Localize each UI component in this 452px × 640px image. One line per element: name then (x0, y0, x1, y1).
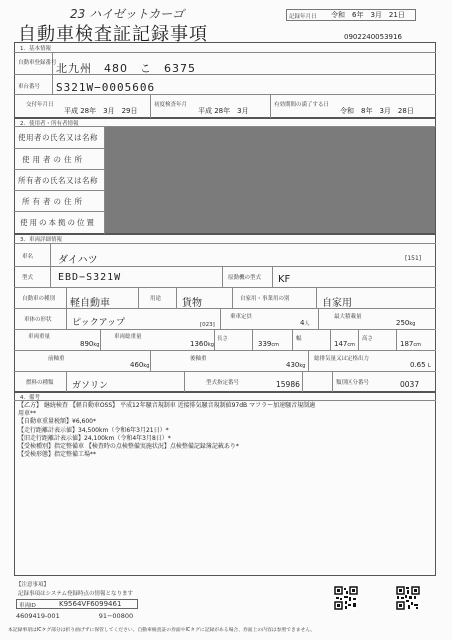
page-title: 自動車検査証記録事項 (18, 24, 208, 45)
redacted-owner-info (105, 127, 435, 233)
vehicle-weight (80, 340, 99, 348)
max-load-label: 最大積載量 (334, 314, 362, 320)
remark-line: 【旧走行距離計表示値】24,100km（令和4年3月8日）* (18, 434, 171, 442)
gross-weight (190, 340, 214, 348)
model-label: 型式 (22, 275, 34, 281)
engine-model: KF (278, 274, 291, 285)
gross-value: 1360 (190, 340, 208, 348)
front-axle-unit: kg (143, 363, 150, 369)
qr-code-2 (396, 586, 420, 610)
body-code: [023] (200, 322, 215, 328)
category-label: 自動車の種別 (22, 296, 56, 302)
record-date-box (286, 9, 416, 21)
notes-label: 【注意事項】 (16, 582, 50, 588)
capacity-label: 乗車定員 (230, 314, 253, 320)
height-unit: cm (413, 342, 421, 348)
private-label: 自家用・事業用の別 (240, 296, 290, 302)
notes-text: 記録事項はシステム登録時点の情報となります (18, 591, 133, 597)
vehicle-model: EBD−S321W (58, 272, 122, 283)
remark-line: 【走行距離計表示値】34,500km（令和6年3月21日）* (18, 426, 169, 434)
width-label: 幅 (296, 336, 302, 342)
vehicle-id-box (16, 599, 138, 609)
bottom-note: 本記録事項はICタグ部分は折り曲げずに保管してください。自動車検査証の券面やICタグに記録がある場合、券面上の内容は参照できません。 (8, 628, 316, 633)
user-address-label: 使用者の住所 (22, 155, 85, 164)
width (334, 340, 355, 348)
qr-code-1 (334, 586, 358, 610)
max-load (396, 319, 415, 327)
length (258, 340, 279, 348)
rear-axle-label: 後軸重 (190, 356, 207, 362)
capacity-value: 4 (300, 319, 305, 327)
remark-line: 用車** (18, 410, 37, 418)
length-label: 長さ (217, 336, 229, 342)
codes: 4609419-001 91−00800 (16, 612, 134, 620)
height-label: 高さ (362, 336, 374, 342)
first-registration: 平成 28年 3月 (198, 107, 249, 115)
vehicle-make: ダイハツ (58, 255, 98, 266)
front-axle (130, 361, 149, 369)
make-label: 車名 (22, 254, 34, 260)
chassis-label: 車台番号 (18, 84, 41, 90)
vehicle-use: 貨物 (182, 298, 202, 309)
first-registration-label: 初度検査年月 (154, 102, 188, 108)
remarks-text (18, 402, 315, 459)
body-label: 車体の形状 (24, 317, 52, 323)
vehicle-id: K9564VF6099461 (59, 600, 122, 608)
user-name-label: 使用者の氏名又は名称 (18, 133, 98, 142)
record-date-label: 記録年月日 (289, 14, 317, 20)
vehicle-category: 軽自動車 (70, 298, 110, 309)
displacement-label: 総排気量又は定格出力 (314, 356, 370, 362)
plate-number: 北九州 480 こ 6375 (56, 62, 196, 75)
width-unit: cm (347, 342, 355, 348)
base-location-label: 使用の本拠の位置 (20, 218, 96, 227)
weight-value: 890 (80, 340, 94, 348)
front-axle-value: 460 (130, 361, 144, 369)
class-number-label: 類別区分番号 (336, 380, 370, 386)
expiry-date: 令和 8年 3月 28日 (340, 107, 414, 115)
displacement-value: 0.65 (410, 361, 426, 369)
displacement (410, 361, 431, 369)
rear-axle-value: 430 (286, 361, 300, 369)
section-4-heading: 4．備考 (20, 395, 40, 401)
engine-label: 原動機の型式 (228, 275, 262, 281)
height-value: 187 (400, 340, 414, 348)
issue-date-label: 交付年月日 (26, 102, 54, 108)
fuel-type: ガソリン (72, 381, 109, 391)
max-load-value: 250 (396, 319, 410, 327)
document-number: 0902240053916 (344, 33, 402, 41)
owner-address-label: 所有者の住所 (22, 197, 85, 206)
use-label: 用途 (150, 296, 162, 302)
remark-line: 【自動車重量税額】¥6,600* (18, 418, 96, 426)
section-1-heading: 1．基本情報 (20, 46, 51, 52)
record-date: 令和 6年 3月 21日 (331, 11, 405, 19)
front-axle-label: 前軸重 (48, 356, 65, 362)
weight-unit: kg (93, 342, 100, 348)
make-code: [151] (405, 255, 422, 262)
height (400, 340, 421, 348)
section-2-heading: 2．使用者・所有者情報 (20, 121, 79, 127)
chassis-number: S321W−0005606 (56, 81, 156, 94)
section-3-heading: 3．車両詳細情報 (20, 237, 62, 243)
remark-line: 【受検種別】指定整備車 【検査時の点検整備実施状況】点検整備記録簿記載あり* (18, 443, 239, 451)
type-number-label: 型式指定番号 (206, 380, 240, 386)
gross-unit: kg (207, 342, 214, 348)
issue-date: 平成 28年 3月 29日 (64, 107, 138, 115)
gross-weight-label: 車両総重量 (114, 334, 142, 340)
remark-line: 【受検形態】指定整備工場** (18, 451, 97, 459)
type-number: 15986 (276, 380, 300, 389)
rear-axle-unit: kg (299, 363, 306, 369)
weight-label: 車両重量 (28, 334, 51, 340)
class-number: 0037 (400, 380, 420, 389)
length-unit: cm (271, 342, 279, 348)
body-shape: ピックアップ (72, 318, 126, 328)
private-or-business: 自家用 (322, 298, 352, 309)
remark-line: 【乙方】 継続検査 【軽自動車OSS】 平成12年騒音規制車 近接排気騒音規制値97dB マフラー加速騒音規制適 (18, 402, 316, 409)
capacity-unit: 人 (304, 321, 310, 327)
handwritten-note: 23 ハイゼットカーゴ (70, 7, 185, 21)
owner-name-label: 所有者の氏名又は名称 (18, 176, 98, 185)
expiry-label: 有効期間の満了する日 (274, 102, 330, 108)
plate-label: 自動車登録番号 (18, 60, 57, 66)
capacity (300, 319, 309, 327)
length-value: 339 (258, 340, 272, 348)
vehicle-id-label: 車両ID (19, 603, 36, 609)
displacement-unit: L (427, 363, 431, 369)
fuel-label: 燃料の種類 (26, 380, 54, 386)
width-value: 147 (334, 340, 348, 348)
max-load-unit: kg (409, 321, 416, 327)
rear-axle (286, 361, 305, 369)
